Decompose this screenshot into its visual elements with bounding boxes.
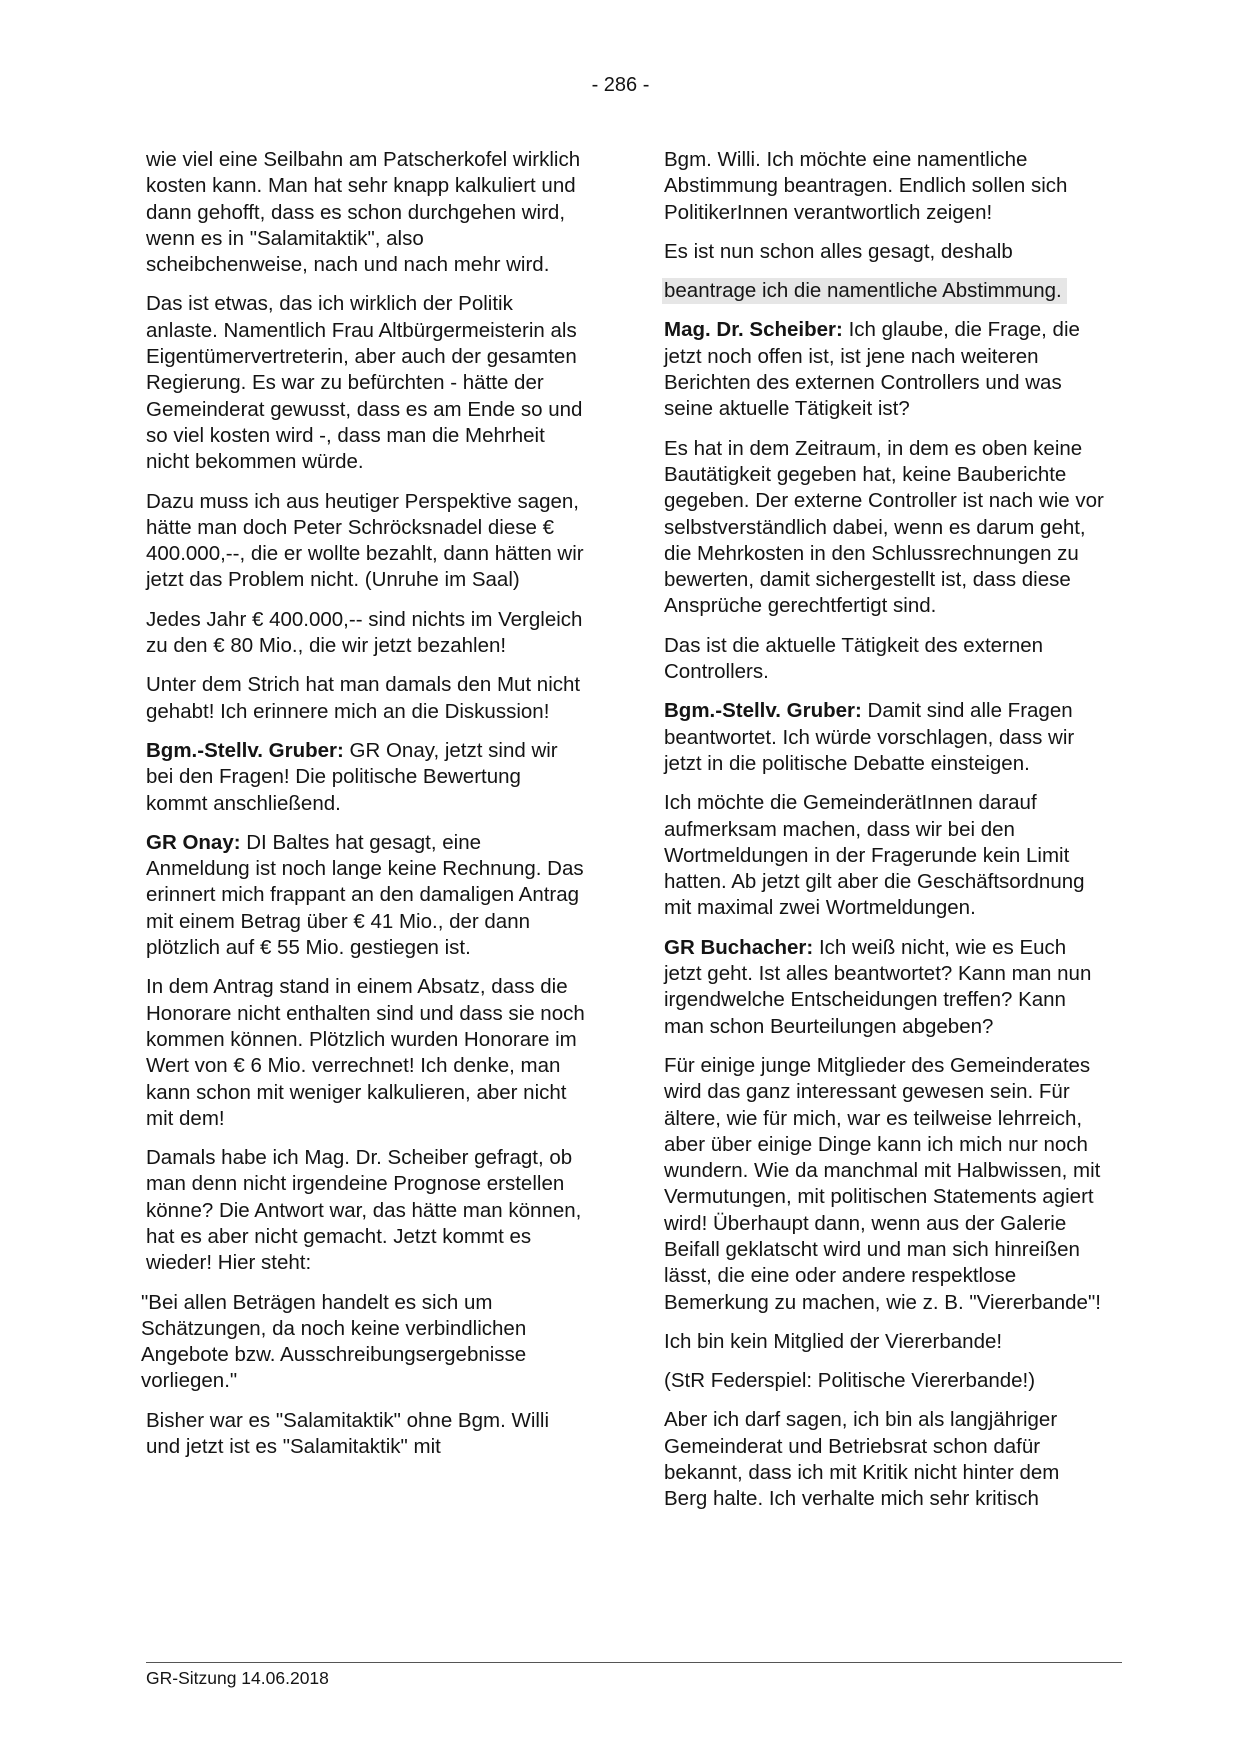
- speaker-name: GR Onay:: [146, 830, 241, 854]
- speaker-name: Bgm.-Stellv. Gruber:: [146, 738, 344, 762]
- speaker-name: Bgm.-Stellv. Gruber:: [664, 699, 862, 723]
- left-column: [141, 147, 586, 1473]
- paragraph: wie viel eine Seilbahn am Patscherkofel wirklich kosten kann. Man hat sehr knapp kalkuliert und dann gehofft, dass es schon durchgehen wird, wenn es in "Salamitaktik", also scheibchenweise, nach und nach mehr wird.: [146, 148, 581, 277]
- footer-divider: [146, 1662, 1122, 1663]
- speech-paragraph: [664, 698, 1104, 777]
- paragraph: Dazu muss ich aus heutiger Perspektive sagen, hätte man doch Peter Schröcksnadel diese € 400.000,--, die er wollte bezahlt, dann hätten wir jetzt das Problem nicht. (Unruhe im Saal): [146, 489, 584, 592]
- speech-text: DI Baltes hat gesagt, eine Anmeldung ist noch lange keine Rechnung. Das erinnert mich frappant an den damaligen Antrag mit einem Betrag über € 41 Mio., der dann plötzlich auf € 55 Mio. gestiegen ist.: [146, 830, 584, 960]
- paragraph: Ich bin kein Mitglied der Viererbande!: [664, 1329, 1003, 1353]
- highlighted-paragraph: beantrage ich die namentliche Abstimmung.: [662, 278, 1067, 304]
- speech-paragraph: [146, 830, 586, 961]
- footer-session-date: GR-Sitzung 14.06.2018: [146, 1668, 329, 1688]
- paragraph: Das ist die aktuelle Tätigkeit des externen Controllers.: [664, 633, 1044, 684]
- paragraph: Es ist nun schon alles gesagt, deshalb: [664, 239, 1013, 263]
- speech-paragraph: [664, 935, 1104, 1040]
- paragraph: Bgm. Willi. Ich möchte eine namentliche Abstimmung beantragen. Endlich sollen sich PolitikerInnen verantwortlich zeigen!: [664, 148, 1068, 224]
- speech-text: Ich glaube, die Frage, die jetzt noch offen ist, ist jene nach weiteren Berichten des externen Controllers und was seine aktuelle Tätigkeit ist?: [664, 318, 1080, 421]
- speech-text: GR Onay, jetzt sind wir bei den Fragen! Die politische Bewertung kommt anschließend.: [146, 738, 558, 815]
- speech-text: Damit sind alle Fragen beantwortet. Ich würde vorschlagen, dass wir jetzt in die politische Debatte einsteigen.: [664, 699, 1075, 775]
- right-column: [664, 147, 1104, 1526]
- paragraph: Das ist etwas, das ich wirklich der Politik anlaste. Namentlich Frau Altbürgermeisterin als Eigentümervertreterin, aber auch der gesamten Regierung. Es war zu befürchten - hätte der Gemeinderat gewusst, dass es am Ende so und so viel kosten wird -, dass man die Mehrheit nicht bekommen würde.: [146, 292, 583, 474]
- paragraph: (StR Federspiel: Politische Viererbande!): [664, 1369, 1036, 1393]
- paragraph: Unter dem Strich hat man damals den Mut nicht gehabt! Ich erinnere mich an die Diskussion!: [146, 673, 581, 723]
- paragraph: Aber ich darf sagen, ich bin als langjähriger Gemeinderat und Betriebsrat schon dafür bekannt, dass ich mit Kritik nicht hinter dem Berg halte. Ich verhalte mich sehr kritisch: [664, 1408, 1060, 1511]
- paragraph: Bisher war es "Salamitaktik" ohne Bgm. Willi und jetzt ist es "Salamitaktik" mit: [146, 1408, 550, 1459]
- quote-paragraph: "Bei allen Beträgen handelt es sich um Schätzungen, da noch keine verbindlichen Angebote bzw. Ausschreibungsergebnisse vorliegen.": [141, 1290, 527, 1393]
- speaker-name: Mag. Dr. Scheiber:: [664, 318, 843, 342]
- paragraph: Für einige junge Mitglieder des Gemeinderates wird das ganz interessant gewesen sein. Für ältere, wie für mich, war es teilweise lehrreich, aber über einige Dinge kann ich mich nur noch wundern. Wie da manchmal mit Halbwissen, mit Vermutungen, mit politischen Statements agiert wird! Überhaupt dann, wenn aus der Galerie Beifall geklatscht wird und man sich hinreißen lässt, die eine oder andere respektlose Bemerkung zu machen, wie z. B. "Viererbande"!: [664, 1053, 1101, 1314]
- speech-text: Ich weiß nicht, wie es Euch jetzt geht. Ist alles beantwortet? Kann man nun irgendwelche Entscheidungen treffen? Kann man schon Beurteilungen abgeben?: [664, 935, 1092, 1038]
- paragraph: Es hat in dem Zeitraum, in dem es oben keine Bautätigkeit gegeben hat, keine Bauberichte gegeben. Der externe Controller ist nach wie vor selbstverständlich dabei, wenn es darum geht, die Mehrkosten in den Schlussrechnungen zu bewerten, damit sichergestellt ist, dass diese Ansprüche gerechtfertigt sind.: [664, 436, 1104, 618]
- speech-paragraph: [146, 738, 586, 817]
- paragraph: Ich möchte die GemeinderätInnen darauf aufmerksam machen, dass wir bei den Wortmeldungen in der Fragerunde kein Limit hatten. Ab jetzt gilt aber die Geschäftsordnung mit maximal zwei Wortmeldungen.: [664, 791, 1085, 920]
- speech-paragraph: [664, 317, 1104, 422]
- paragraph: Jedes Jahr € 400.000,-- sind nichts im Vergleich zu den € 80 Mio., die wir jetzt bezahlen!: [146, 607, 583, 658]
- paragraph: Damals habe ich Mag. Dr. Scheiber gefragt, ob man denn nicht irgendeine Prognose erstellen könne? Die Antwort war, das hätte man können, hat es aber nicht gemacht. Jetzt kommt es wieder! Hier steht:: [146, 1146, 582, 1275]
- speaker-name: GR Buchacher:: [664, 935, 814, 959]
- paragraph: In dem Antrag stand in einem Absatz, dass die Honorare nicht enthalten sind und dass sie noch kommen können. Plötzlich wurden Honorare im Wert von € 6 Mio. verrechnet! Ich denke, man kann schon mit weniger kalkulieren, aber nicht mit dem!: [146, 975, 585, 1130]
- page-number: - 286 -: [591, 74, 650, 96]
